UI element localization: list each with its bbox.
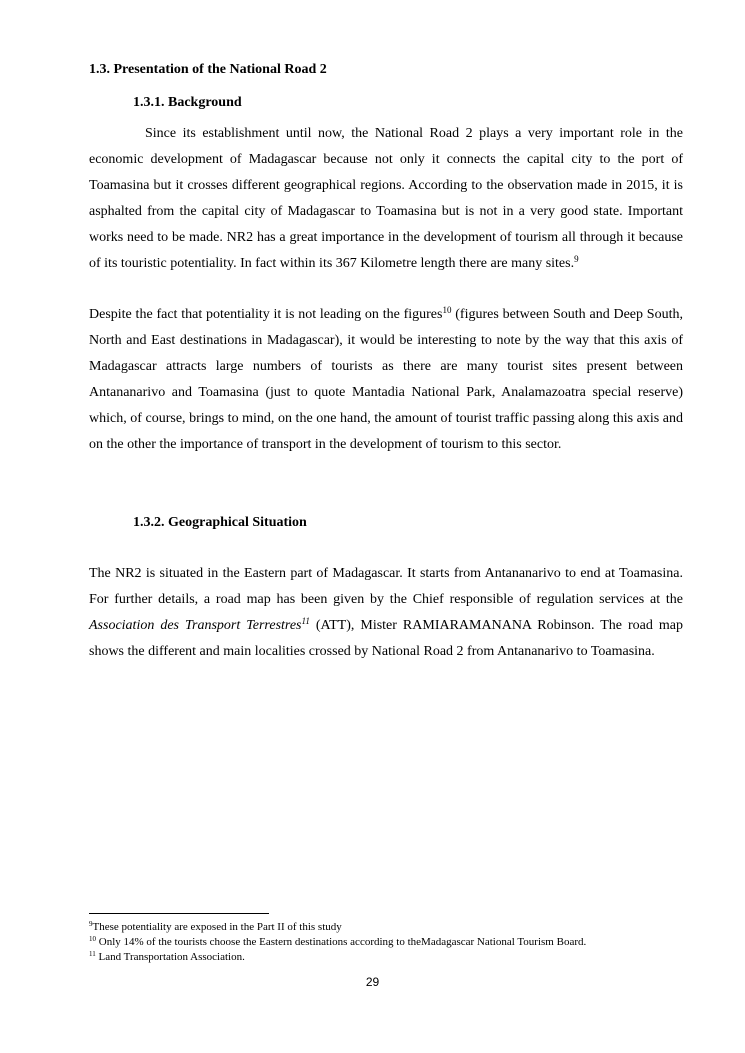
- footnote-separator: [89, 913, 269, 914]
- footnote-11-number: 11: [89, 950, 96, 958]
- geographical-paragraph-text-a: The NR2 is situated in the Eastern part of Madagascar. It starts from Antananarivo to end at Toamasina. For further details, a road map has been given by the Chief responsible of regulation services at the: [89, 566, 683, 607]
- background-paragraph-1: [89, 121, 683, 277]
- page-number: 29: [365, 975, 380, 989]
- footnote-ref-9: 9: [574, 254, 579, 264]
- background-paragraph-2: [89, 302, 683, 458]
- footnote-10: [89, 935, 709, 950]
- background-paragraph-2-text-b: (figures between South and Deep South, North and East destinations in Madagascar), it would be interesting to note by the way that this axis of Madagascar attracts large numbers of tourists as there are many tourist sites present between Antananarivo and Toamasina (just to quote Mantadia National Park, Analamazoatra special reserve) which, of course, brings to mind, on the one hand, the amount of tourist traffic passing along this axis and on the other the importance of transport in the development of tourism to this sector.: [89, 307, 683, 452]
- geographical-heading: 1.3.2. Geographical Situation: [133, 515, 307, 530]
- background-paragraph-2-text-a: Despite the fact that potentiality it is not leading on the figures: [89, 307, 443, 322]
- footnote-ref-10: 10: [442, 305, 452, 315]
- geographical-paragraph: [89, 561, 683, 665]
- section-title: 1.3. Presentation of the National Road 2: [89, 62, 327, 77]
- footnotes: [89, 920, 709, 965]
- footnote-11: [89, 950, 709, 965]
- footnote-9-text: These potentiality are exposed in the Part II of this study: [92, 921, 342, 933]
- background-paragraph-1-text: Since its establishment until now, the National Road 2 plays a very important role in the economic development of Madagascar because not only it connects the capital city to the port of Toamasina but it crosses different geographical regions. According to the observation made in 2015, it is asphalted from the capital city of Madagascar to Toamasina but is not in a very good state. Important works need to be made. NR2 has a great importance in the development of tourism all through it because of its touristic potentiality. In fact within its 367 Kilometre length there are many sites.: [89, 126, 683, 271]
- footnote-ref-11: 11: [301, 616, 310, 626]
- footnote-11-text: Land Transportation Association.: [95, 951, 245, 963]
- footnote-9-number: 9: [89, 920, 93, 928]
- footnote-9: [89, 920, 709, 935]
- background-heading: 1.3.1. Background: [133, 95, 242, 110]
- footnote-10-text: Only 14% of the tourists choose the Eastern destinations according to theMadagascar National Tourism Board.: [96, 936, 587, 948]
- footnote-10-number: 10: [89, 935, 96, 943]
- association-name-italic: Association des Transport Terrestres: [89, 618, 302, 633]
- geographical-paragraph-text-b: (ATT), Mister RAMIARAMANANA Robinson. The road map shows the different and main localities crossed by National Road 2 from Antananarivo to Toamasina.: [89, 618, 683, 659]
